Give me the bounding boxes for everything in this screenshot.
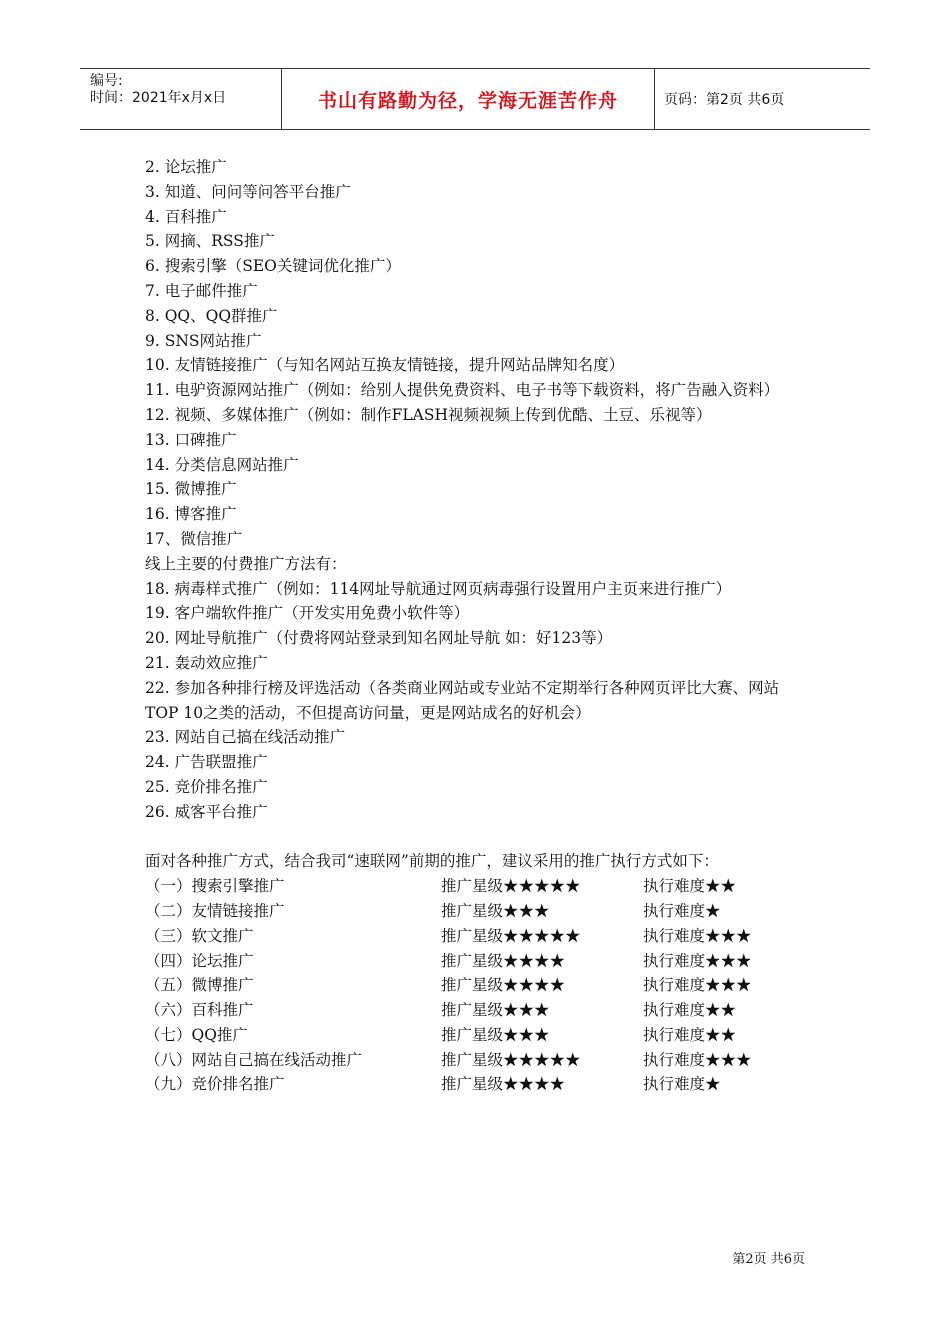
list-item: 19. 客户端软件推广（开发实用免费小软件等） <box>145 604 470 623</box>
list-item: 6. 搜索引擎（SEO关键词优化推广） <box>145 257 401 276</box>
header-meta <box>80 69 280 129</box>
recommend-table <box>145 874 810 1097</box>
list-item: 21. 轰动效应推广 <box>145 653 268 672</box>
difficulty-rating: 执行难度★ <box>643 901 721 920</box>
method-name: （九）竞价排名推广 <box>145 1075 285 1094</box>
list-item: 25. 竞价排名推广 <box>145 777 268 796</box>
list-item: 24. 广告联盟推广 <box>145 753 268 772</box>
header-page-cell <box>654 69 870 129</box>
list-item: 2. 论坛推广 <box>145 158 227 176</box>
promotion-rating: 推广星级★★★★ <box>441 1075 566 1094</box>
list-item: 5. 网摘、RSS推广 <box>145 232 275 251</box>
table-row <box>145 874 810 899</box>
method-name: （一）搜索引擎推广 <box>145 877 285 896</box>
table-row <box>145 949 810 974</box>
header-motto-cell <box>281 69 655 129</box>
list-item: 11. 电驴资源网站推广（例如：给别人提供免费资料、电子书等下载资料，将广告融入资料） <box>145 381 780 400</box>
list-item: 9. SNS网站推广 <box>145 331 262 350</box>
method-name: （三）软文推广 <box>145 926 254 945</box>
paid-methods-list <box>145 577 810 825</box>
promotion-rating: 推广星级★★★★★ <box>441 877 581 896</box>
page-header <box>80 68 870 130</box>
list-item: 26. 威客平台推广 <box>145 802 268 821</box>
promotion-rating: 推广星级★★★★ <box>441 976 566 995</box>
time-label: 时间：2021年x月x日 <box>90 90 227 106</box>
blank-line <box>145 825 810 850</box>
list-item: 23. 网站自己搞在线活动推广 <box>145 728 346 747</box>
promotion-rating: 推广星级★★★★★ <box>441 926 581 945</box>
difficulty-rating: 执行难度★★★ <box>643 976 752 995</box>
list-item: 14. 分类信息网站推广 <box>145 455 299 474</box>
difficulty-rating: 执行难度★★★ <box>643 951 752 970</box>
list-item: 22. 参加各种排行榜及评选活动（各类商业网站或专业站不定期举行各种网页评比大赛、网站TOP 10之类的活动，不但提高访问量，更是网站成名的好机会） <box>145 678 780 722</box>
promotion-rating: 推广星级★★★ <box>441 901 550 920</box>
list-item: 8. QQ、QQ群推广 <box>145 306 278 325</box>
list-item: 12. 视频、多媒体推广（例如：制作FLASH视频视频上传到优酷、土豆、乐视等） <box>145 405 712 424</box>
free-methods-list <box>145 155 810 552</box>
table-row <box>145 924 810 949</box>
promotion-rating: 推广星级★★★ <box>441 1001 550 1020</box>
table-row <box>145 899 810 924</box>
promotion-rating: 推广星级★★★★★ <box>441 1050 581 1069</box>
list-item: 10. 友情链接推广（与知名网站互换友情链接，提升网站品牌知名度） <box>145 356 625 375</box>
recommend-intro: 面对各种推广方式，结合我司“速联网”前期的推广，建议采用的推广执行方式如下： <box>145 852 719 871</box>
difficulty-rating: 执行难度★★★ <box>643 1050 752 1069</box>
promotion-rating: 推广星级★★★ <box>441 1025 550 1044</box>
page-info: 页码：第2页 共6页 <box>664 92 785 108</box>
method-name: （六）百科推广 <box>145 1001 254 1020</box>
table-row <box>145 998 810 1023</box>
document-body <box>145 155 810 1097</box>
motto: 书山有路勤为径，学海无涯苦作舟 <box>317 89 618 112</box>
method-name: （二）友情链接推广 <box>145 901 285 920</box>
method-name: （七）QQ推广 <box>145 1025 248 1044</box>
list-item: 4. 百科推广 <box>145 207 227 226</box>
difficulty-rating: 执行难度★★ <box>643 1025 737 1044</box>
difficulty-rating: 执行难度★★ <box>643 1001 737 1020</box>
difficulty-rating: 执行难度★ <box>643 1075 721 1094</box>
promotion-rating: 推广星级★★★★ <box>441 951 566 970</box>
list-item: 20. 网址导航推广（付费将网站登录到知名网址导航 如：好123等） <box>145 629 613 648</box>
table-row <box>145 1048 810 1073</box>
page-footer: 第2页 共6页 <box>732 1252 805 1267</box>
difficulty-rating: 执行难度★★★ <box>643 926 752 945</box>
method-name: （八）网站自己搞在线活动推广 <box>145 1050 363 1069</box>
list-item: 13. 口碑推广 <box>145 430 237 449</box>
table-row <box>145 1072 810 1097</box>
list-item: 15. 微博推广 <box>145 480 237 499</box>
method-name: （五）微博推广 <box>145 976 254 995</box>
method-name: （四）论坛推广 <box>145 951 254 970</box>
number-label: 编号: <box>90 73 123 89</box>
difficulty-rating: 执行难度★★ <box>643 877 737 896</box>
list-item: 17、微信推广 <box>145 529 243 548</box>
list-item: 18. 病毒样式推广（例如：114网址导航通过网页病毒强行设置用户主页来进行推广） <box>145 579 732 598</box>
list-item: 16. 博客推广 <box>145 505 237 524</box>
paid-methods-heading: 线上主要的付费推广方法有： <box>145 554 347 573</box>
table-row <box>145 1023 810 1048</box>
list-item: 7. 电子邮件推广 <box>145 281 258 300</box>
list-item: 3. 知道、问问等问答平台推广 <box>145 182 351 201</box>
table-row <box>145 973 810 998</box>
